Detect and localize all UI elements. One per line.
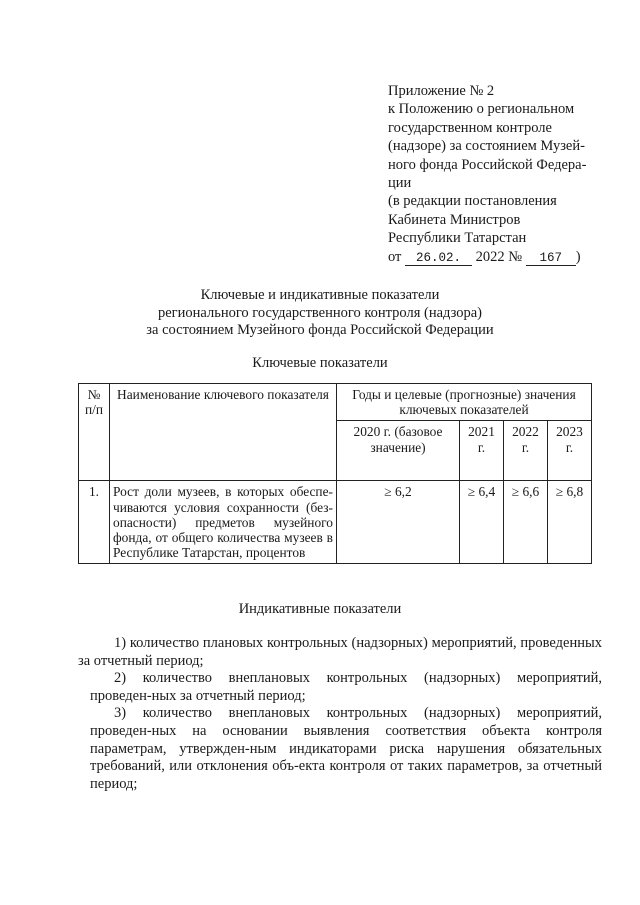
appendix-line: Кабинета Министров xyxy=(388,211,521,228)
handwritten-number: 167 xyxy=(526,251,576,266)
appendix-line: (в редакции постановления xyxy=(388,193,557,210)
title-line: регионального государственного контроля (надзора) xyxy=(158,304,482,321)
header-year: 2020 г. (базовое значение) xyxy=(337,421,460,481)
date-line xyxy=(388,248,603,266)
row-value: ≥ 6,2 xyxy=(337,481,460,564)
document-title xyxy=(0,287,640,340)
table-header-row xyxy=(79,384,592,421)
appendix-line: ного фонда Российской Федера- xyxy=(388,156,587,173)
indicative-list xyxy=(78,635,602,793)
appendix-line: ции xyxy=(388,175,412,192)
appendix-block xyxy=(388,82,603,266)
date-suffix: ) xyxy=(575,248,581,265)
row-value: ≥ 6,6 xyxy=(504,481,548,564)
row-value: ≥ 6,4 xyxy=(460,481,504,564)
list-item: 2) количество внеплановых контрольных (надзорных) мероприятий, проведен-ных за отчетный период; xyxy=(90,670,602,704)
header-year: 2022 г. xyxy=(504,421,548,481)
title-line: Ключевые и индикативные показатели xyxy=(200,287,440,303)
header-name: Наименование ключевого показателя xyxy=(110,384,337,481)
list-item: 1) количество плановых контрольных (надзорных) мероприятий, проведенных за отчетный период; xyxy=(78,635,602,669)
key-indicators-heading: Ключевые показатели xyxy=(252,355,388,371)
list-item: 3) количество внеплановых контрольных (надзорных) мероприятий, проведен-ных на основании выявления соответствия объекта контроля параметрам, утвержден-ным индикаторами риска нарушения обязательных требований, или отклонения объ-екта контроля от таких параметров, за отчетный период; xyxy=(90,705,602,792)
key-indicators-table xyxy=(78,383,592,564)
row-value: ≥ 6,8 xyxy=(547,481,591,564)
appendix-line: (надзоре) за состоянием Музей- xyxy=(388,138,585,155)
appendix-line: Приложение № 2 xyxy=(388,83,495,99)
row-name: Рост доли музеев, в которых обеспе-чиваются условия сохранности (без-опасности) предметов музейного фонда, от общего количества музеев в Республике Татарстан, процентов xyxy=(110,481,337,564)
table-row xyxy=(79,481,592,564)
row-num: 1. xyxy=(79,481,110,564)
header-years-group: Годы и целевые (прогнозные) значения ключевых показателей xyxy=(337,384,592,421)
header-year: 2021 г. xyxy=(460,421,504,481)
indicative-heading: Индикативные показатели xyxy=(238,601,402,617)
header-year: 2023 г. xyxy=(547,421,591,481)
date-prefix: от xyxy=(388,248,402,265)
appendix-line: Республики Татарстан xyxy=(388,230,527,247)
appendix-line: к Положению о региональном xyxy=(388,101,575,118)
appendix-line: государственном контроле xyxy=(388,119,552,136)
header-num: № п/п xyxy=(79,384,110,481)
handwritten-date: 26.02. xyxy=(405,251,472,266)
title-line: за состоянием Музейного фонда Российской Федерации xyxy=(146,322,494,338)
year-text: 2022 № xyxy=(475,248,523,265)
